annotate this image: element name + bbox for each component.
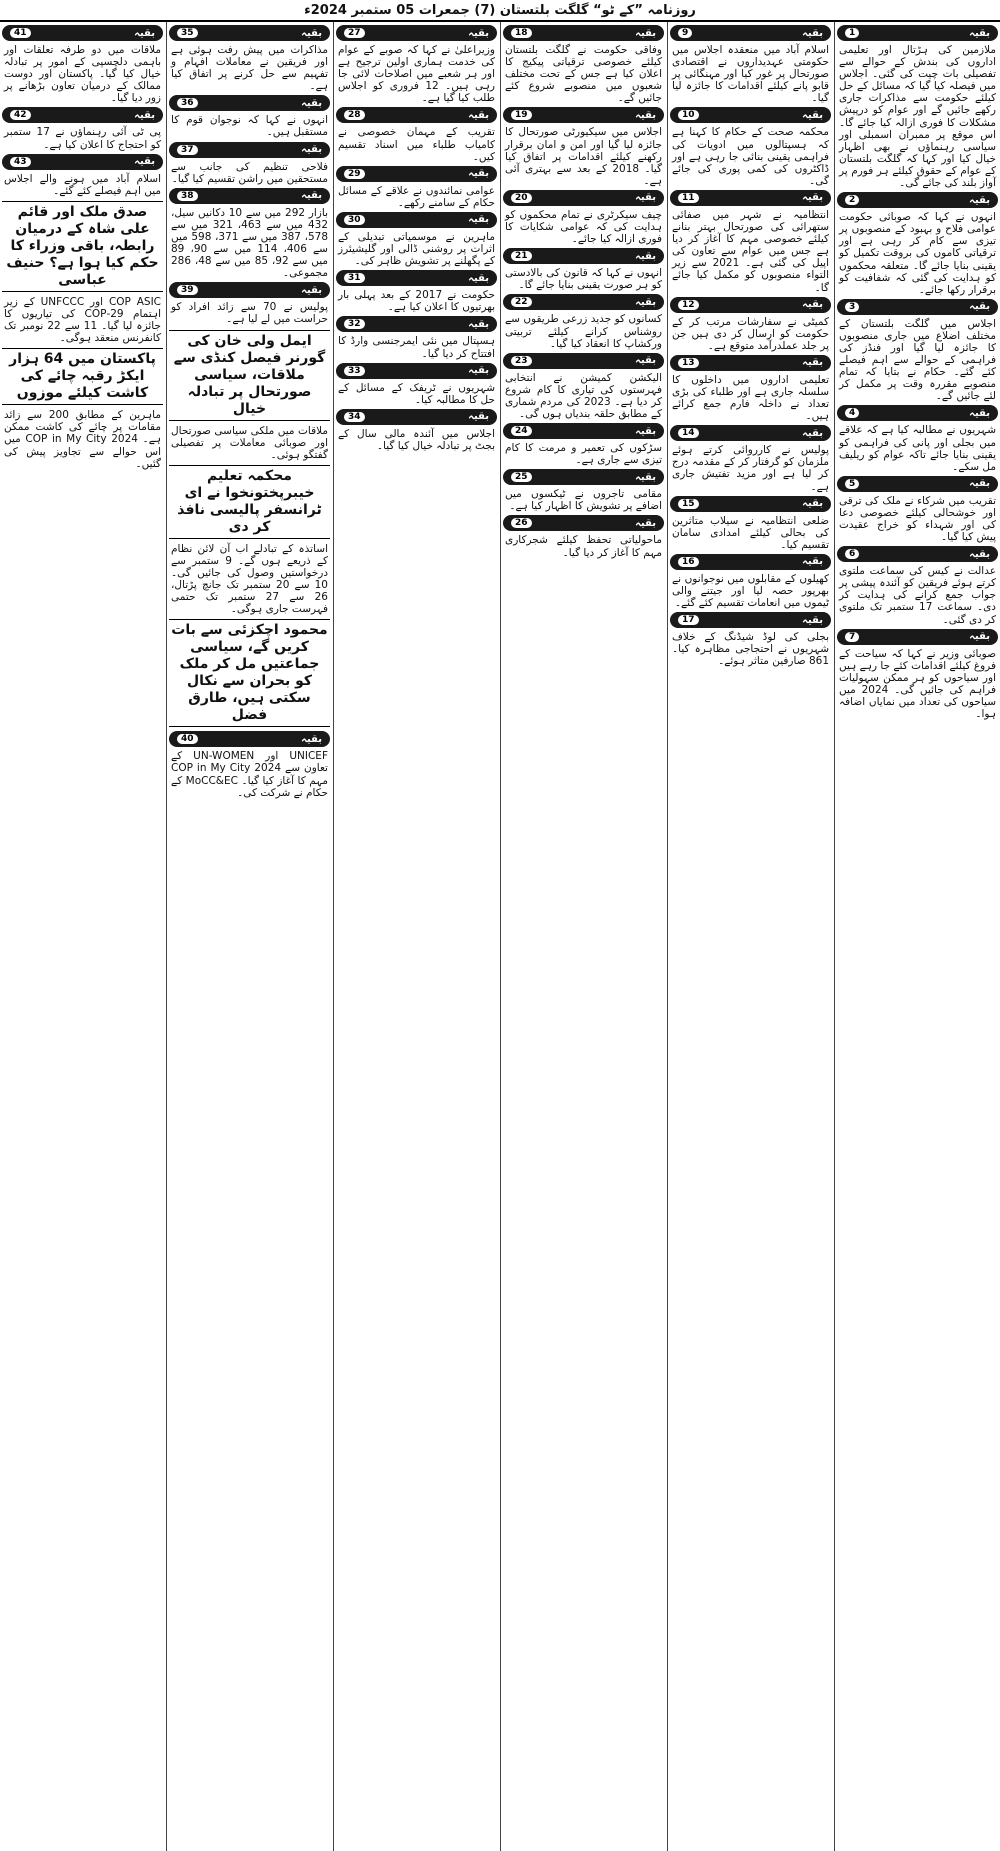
badge-label: بقیہ	[802, 109, 823, 121]
continuation-badge	[503, 248, 664, 264]
news-headline: پاکستان میں 64 ہزار ایکڑ رقبہ چائے کی کاشت کیلئے موزوں	[2, 348, 163, 405]
article-text: شہریوں نے مطالبہ کیا ہے کہ علاقے میں بجلی اور پانی کی فراہمی کو یقینی بنایا جائے تاکہ عوام کو ریلیف مل سکے۔	[839, 424, 996, 473]
badge-number: 39	[177, 285, 198, 295]
column-4	[333, 22, 499, 1851]
article-text: اساتذہ کے تبادلے اب آن لائن نظام کے ذریعے ہوں گے۔ 9 ستمبر سے درخواستیں وصول کی جائیں گی۔ 10 سے 20 ستمبر تک جانچ پڑتال، 26 سے 27 ستمبر تک حتمی فہرست جاری ہوگی۔	[171, 542, 329, 616]
continuation-badge	[336, 166, 497, 182]
continuation-badge	[670, 496, 831, 512]
column-3	[500, 22, 666, 1851]
article-text: بازار 292 میں سے 10 دکانیں سیل، 432 میں سے 463، 321 میں سے 578، 387 میں سے 371، 598 میں سے 406، 114 میں سے 90، 89 میں سے 92، 85 میں سے 48، 286 مجموعی۔	[171, 206, 329, 280]
article-text: الیکشن کمیشن نے انتخابی فہرستوں کی تیاری کا کام شروع کر دیا ہے۔ 2023 کی مردم شماری کے مطابق حلقہ بندیاں ہوں گی۔	[505, 371, 663, 420]
article-text: ماحولیاتی تحفظ کیلئے شجرکاری مہم کا آغاز کر دیا گیا۔	[505, 534, 662, 559]
badge-number: 18	[511, 28, 532, 38]
continuation-badge	[503, 515, 664, 531]
article-text: عوامی نمائندوں نے علاقے کے مسائل حکام کے سامنے رکھے۔	[338, 184, 495, 209]
continuation-badge	[2, 107, 163, 123]
article-text: ہسپتال میں نئی ایمرجنسی وارڈ کا افتتاح کر دیا گیا۔	[338, 335, 495, 360]
badge-label: بقیہ	[635, 517, 656, 529]
continuation-badge	[503, 294, 664, 310]
article-text: UNICEF اور UN-WOMEN کے تعاون سے COP in My City 2024 مہم کا آغاز کیا گیا۔ MoCC&EC کے حکام نے شرکت کی۔	[171, 750, 328, 799]
badge-label: بقیہ	[468, 318, 489, 330]
badge-number: 26	[511, 518, 532, 528]
badge-number: 3	[845, 302, 859, 312]
badge-number: 35	[177, 28, 198, 38]
badge-number: 42	[10, 110, 31, 120]
continuation-badge	[336, 316, 497, 332]
badge-number: 15	[678, 499, 699, 509]
article-text: انہوں نے کہا کہ نوجوان قوم کا مستقبل ہیں۔	[171, 114, 328, 139]
continuation-badge	[503, 353, 664, 369]
continuation-badge	[670, 612, 831, 628]
continuation-badge	[169, 731, 330, 747]
badge-number: 16	[678, 557, 699, 567]
badge-number: 32	[344, 319, 365, 329]
continuation-badge	[503, 423, 664, 439]
badge-label: بقیہ	[635, 296, 656, 308]
continuation-badge	[503, 190, 664, 206]
article-text: بجلی کی لوڈ شیڈنگ کے خلاف شہریوں نے احتجاجی مظاہرہ کیا۔ 861 صارفین متاثر ہوئے۔	[672, 631, 829, 668]
badge-label: بقیہ	[468, 272, 489, 284]
masthead-dateline: روزنامہ ”کے ٹو“ گلگت بلتستان (7) جمعرات 05 ستمبر 2024ء	[0, 0, 1000, 22]
badge-number: 34	[344, 412, 365, 422]
badge-number: 28	[344, 110, 365, 120]
badge-number: 14	[678, 428, 699, 438]
badge-label: بقیہ	[468, 109, 489, 121]
continuation-badge	[2, 25, 163, 41]
article-text: تعلیمی اداروں میں داخلوں کا سلسلہ جاری ہے اور طلباء کی بڑی تعداد نے داخلہ فارم جمع کرائے ہیں۔	[672, 373, 829, 423]
continuation-badge	[670, 297, 831, 313]
article-text: کھیلوں کے مقابلوں میں نوجوانوں نے بھرپور حصہ لیا اور جیتنے والی ٹیموں میں انعامات تقسیم کئے گئے۔	[672, 572, 829, 610]
article-text: انہوں نے کہا کہ صوبائی حکومت عوامی فلاح و بہبود کے منصوبوں پر تیزی سے کام کر رہی ہے اور ترقیاتی کاموں کی بروقت تکمیل کو یقینی بنایا جائے گا۔ متعلقہ محکموں کو ہدایت کی گئی کہ شفافیت کو برقرار رکھا جائے۔	[839, 211, 996, 296]
article-text: انہوں نے کہا کہ قانون کی بالادستی کو ہر صورت یقینی بنایا جائے گا۔	[505, 267, 662, 292]
article-text: پولیس نے 70 سے زائد افراد کو حراست میں لے لیا ہے۔	[171, 301, 328, 326]
article-text: مقامی تاجروں نے ٹیکسوں میں اضافے پر تشویش کا اظہار کیا ہے۔	[505, 488, 662, 513]
badge-number: 41	[10, 28, 31, 38]
continuation-badge	[837, 192, 998, 208]
badge-number: 11	[678, 193, 699, 203]
article-text: ماہرین نے موسمیاتی تبدیلی کے اثرات پر روشنی ڈالی اور گلیشیئرز کے پگھلنے پر تشویش ظاہر کی۔	[338, 230, 495, 268]
continuation-badge	[837, 25, 998, 41]
continuation-badge	[670, 355, 831, 371]
badge-label: بقیہ	[134, 27, 155, 39]
badge-label: بقیہ	[635, 27, 656, 39]
badge-number: 38	[177, 191, 198, 201]
article-text: ضلعی انتظامیہ نے سیلاب متاثرین کی بحالی کیلئے امدادی سامان تقسیم کیا۔	[672, 514, 829, 551]
continuation-badge	[169, 25, 330, 41]
column-6	[0, 22, 165, 1851]
article-text: اسلام آباد میں ہونے والے اجلاس میں اہم فیصلے کئے گئے۔	[4, 172, 161, 197]
article-text: COP ASIC اور UNFCCC کے زیر اہتمام 29-COP کی تیاریوں کا جائزہ لیا گیا۔ 11 سے 22 نومبر تک کانفرنس منعقد ہوگی۔	[4, 295, 161, 345]
badge-number: 4	[845, 408, 859, 418]
news-headline: صدق ملک اور قائم علی شاہ کے درمیان رابطہ، باقی وزراء کا حکم کیا ہوا ہے؟ حنیف عباسی	[2, 201, 163, 292]
badge-number: 27	[344, 28, 365, 38]
continuation-badge	[503, 469, 664, 485]
badge-number: 9	[678, 28, 692, 38]
continuation-badge	[837, 629, 998, 645]
continuation-badge	[837, 546, 998, 562]
continuation-badge	[169, 95, 330, 111]
badge-label: بقیہ	[802, 299, 823, 311]
article-text: حکومت نے 2017 کے بعد پہلی بار بھرتیوں کا اعلان کیا ہے۔	[338, 289, 495, 314]
badge-label: بقیہ	[802, 614, 823, 626]
article-text: مذاکرات میں پیش رفت ہوئی ہے اور فریقین نے معاملات افہام و تفہیم سے حل کرنے پر اتفاق کیا ہے۔	[171, 44, 328, 93]
badge-number: 36	[177, 98, 198, 108]
article-text: شہریوں نے ٹریفک کے مسائل کے حل کا مطالبہ کیا۔	[338, 381, 495, 406]
badge-label: بقیہ	[635, 425, 656, 437]
badge-number: 5	[845, 479, 859, 489]
badge-number: 37	[177, 145, 198, 155]
badge-label: بقیہ	[635, 471, 656, 483]
continuation-badge	[336, 363, 497, 379]
continuation-badge	[837, 476, 998, 492]
badge-number: 19	[511, 110, 532, 120]
news-headline: ایمل ولی خان کی گورنر فیصل کنڈی سے ملاقات، سیاسی صورتحال پر تبادلہ خیال	[169, 330, 330, 421]
article-text: ملاقات میں ملکی سیاسی صورتحال اور صوبائی معاملات پر تفصیلی گفتگو ہوئی۔	[171, 424, 328, 461]
badge-number: 24	[511, 426, 532, 436]
badge-label: بقیہ	[969, 631, 990, 643]
badge-number: 6	[845, 549, 859, 559]
article-text: پی ٹی آئی رہنماؤں نے 17 ستمبر کو احتجاج کا اعلان کیا ہے۔	[4, 126, 161, 151]
badge-number: 20	[511, 193, 532, 203]
badge-number: 43	[10, 157, 31, 167]
badge-label: بقیہ	[301, 144, 322, 156]
badge-label: بقیہ	[468, 27, 489, 39]
badge-label: بقیہ	[468, 168, 489, 180]
badge-label: بقیہ	[802, 192, 823, 204]
article-text: اجلاس میں سیکیورٹی صورتحال کا جائزہ لیا گیا اور امن و امان برقرار رکھنے کیلئے اقدامات پر اتفاق کیا گیا۔ 2018 کے بعد سے بہتری آئی ہے۔	[505, 126, 662, 187]
badge-number: 10	[678, 110, 699, 120]
continuation-badge	[670, 425, 831, 441]
badge-number: 31	[344, 273, 365, 283]
badge-number: 2	[845, 195, 859, 205]
badge-number: 7	[845, 632, 859, 642]
badge-number: 1	[845, 28, 859, 38]
article-text: ملازمین کی ہڑتال اور تعلیمی اداروں کی بندش کے حوالے سے تفصیلی بات چیت کی گئی۔ اجلاس میں فیصلہ کیا گیا کہ مسائل کے حل کیلئے حکومت سے مذاکرات جاری رکھے جائیں گے اور عوام کو درپیش مشکلات کا فوری ازالہ کیا جائے گا۔ اس موقع پر ممبران اسمبلی اور سیاسی رہنماؤں نے بھی اظہار خیال کیا اور کہا کہ گلگت بلتستان کے عوام کے حقوق کیلئے ہر فورم پر آواز بلند کی جائے گی۔	[839, 44, 996, 190]
article-text: وفاقی حکومت نے گلگت بلتستان کیلئے خصوصی ترقیاتی پیکیج کا اعلان کیا ہے جس کے تحت مختلف شعبوں میں منصوبے شروع کئے جائیں گے۔	[505, 44, 662, 105]
badge-number: 29	[344, 169, 365, 179]
badge-number: 33	[344, 366, 365, 376]
article-text: ملاقات میں دو طرفہ تعلقات اور باہمی دلچسپی کے امور پر تبادلہ خیال کیا گیا۔ پاکستان اور دوست ممالک کے درمیان تعاون بڑھانے پر زور دیا گیا۔	[4, 44, 161, 105]
column-2	[667, 22, 833, 1851]
badge-label: بقیہ	[301, 97, 322, 109]
continuation-badge	[670, 25, 831, 41]
badge-number: 21	[511, 251, 532, 261]
column-1	[834, 22, 1000, 1851]
badge-label: بقیہ	[635, 250, 656, 262]
continuation-badge	[169, 282, 330, 298]
badge-label: بقیہ	[301, 733, 322, 745]
article-text: محکمہ صحت کے حکام کا کہنا ہے کہ ہسپتالوں میں ادویات کی فراہمی یقینی بنائی جا رہی ہے اور ڈاکٹروں کی کمی پوری کی جائے گی۔	[672, 126, 829, 187]
badge-label: بقیہ	[969, 478, 990, 490]
continuation-badge	[336, 270, 497, 286]
badge-label: بقیہ	[802, 357, 823, 369]
badge-label: بقیہ	[134, 156, 155, 168]
article-text: صوبائی وزیر نے کہا کہ سیاحت کے فروغ کیلئے اقدامات کئے جا رہے ہیں اور سیاحوں کو ہر ممکن سہولیات فراہم کی جائیں گی۔ 2024 میں سیاحوں کی تعداد میں نمایاں اضافہ ہوا۔	[839, 647, 996, 721]
badge-number: 40	[177, 734, 198, 744]
badge-label: بقیہ	[468, 214, 489, 226]
badge-label: بقیہ	[301, 27, 322, 39]
continuation-badge	[169, 142, 330, 158]
article-text: ماہرین کے مطابق 200 سے زائد مقامات پر چائے کی کاشت ممکن ہے۔ COP in My City 2024 میں اس حوالے سے تجاویز پیش کی گئیں۔	[4, 409, 162, 470]
badge-label: بقیہ	[969, 548, 990, 560]
article-text: کسانوں کو جدید زرعی طریقوں سے روشناس کرانے کیلئے تربیتی ورکشاپ کا انعقاد کیا گیا۔	[505, 313, 662, 350]
continuation-badge	[503, 107, 664, 123]
continuation-badge	[336, 409, 497, 425]
news-headline: محمود اچکزئی سے بات کریں گے، سیاسی جماعتیں مل کر ملک کو بحران سے نکال سکتی ہیں، طارق فضل	[169, 619, 330, 727]
badge-label: بقیہ	[301, 284, 322, 296]
article-text: اسلام آباد میں منعقدہ اجلاس میں حکومتی عہدیداروں نے اقتصادی صورتحال پر غور کیا اور مہنگائی پر قابو پانے کیلئے اقدامات کا جائزہ لیا گیا۔	[672, 44, 829, 105]
badge-label: بقیہ	[969, 27, 990, 39]
continuation-badge	[837, 405, 998, 421]
article-text: کمیٹی نے سفارشات مرتب کر کے حکومت کو ارسال کر دی ہیں جن پر جلد عملدرآمد متوقع ہے۔	[672, 315, 829, 352]
article-text: اجلاس میں گلگت بلتستان کے مختلف اضلاع میں جاری منصوبوں کا جائزہ لیا گیا اور فنڈز کی فراہمی کے حوالے سے اہم فیصلے کئے گئے۔ حکام نے بتایا کہ تمام منصوبے مقررہ وقت پر مکمل کر لئے جائیں گے۔	[839, 317, 996, 403]
article-text: اجلاس میں آئندہ مالی سال کے بجٹ پر تبادلہ خیال کیا گیا۔	[338, 427, 495, 452]
badge-label: بقیہ	[802, 556, 823, 568]
article-text: چیف سیکرٹری نے تمام محکموں کو ہدایت کی کہ عوامی شکایات کا فوری ازالہ کیا جائے۔	[505, 208, 662, 246]
badge-number: 17	[678, 615, 699, 625]
continuation-badge	[670, 107, 831, 123]
article-text: وزیراعلیٰ نے کہا کہ صوبے کے عوام کی خدمت ہماری اولین ترجیح ہے اور ہر شعبے میں اصلاحات لائی جا رہی ہیں۔ 12 فروری کو اجلاس طلب کیا گیا ہے۔	[338, 44, 495, 105]
badge-label: بقیہ	[134, 109, 155, 121]
continuation-badge	[503, 25, 664, 41]
badge-label: بقیہ	[635, 355, 656, 367]
badge-label: بقیہ	[802, 427, 823, 439]
continuation-badge	[336, 25, 497, 41]
continuation-badge	[2, 154, 163, 170]
badge-number: 30	[344, 215, 365, 225]
article-text: سڑکوں کی تعمیر و مرمت کا کام تیزی سے جاری ہے۔	[505, 442, 662, 467]
continuation-badge	[336, 107, 497, 123]
article-text: پولیس نے کارروائی کرتے ہوئے ملزمان کو گرفتار کر کے مقدمہ درج کر لیا ہے اور مزید تفتیش جاری ہے۔	[672, 444, 829, 493]
badge-number: 25	[511, 472, 532, 482]
badge-number: 23	[511, 356, 532, 366]
badge-label: بقیہ	[468, 365, 489, 377]
badge-label: بقیہ	[969, 194, 990, 206]
badge-label: بقیہ	[635, 192, 656, 204]
badge-label: بقیہ	[969, 301, 990, 313]
badge-label: بقیہ	[635, 109, 656, 121]
article-text: عدالت نے کیس کی سماعت ملتوی کرتے ہوئے فریقین کو آئندہ پیشی پر جواب جمع کرانے کی ہدایت کر دی۔ سماعت 17 ستمبر تک ملتوی کر دی گئی۔	[839, 565, 996, 626]
article-text: تقریب کے مہمان خصوصی نے کامیاب طلباء میں اسناد تقسیم کیں۔	[338, 126, 495, 163]
badge-label: بقیہ	[802, 498, 823, 510]
continuation-badge	[169, 188, 330, 204]
badge-label: بقیہ	[301, 190, 322, 202]
continuation-badge	[837, 299, 998, 315]
badge-label: بقیہ	[468, 411, 489, 423]
badge-number: 12	[678, 300, 699, 310]
badge-label: بقیہ	[969, 407, 990, 419]
continuation-badge	[670, 554, 831, 570]
article-text: تقریب میں شرکاء نے ملک کی ترقی اور خوشحالی کیلئے خصوصی دعا کی اور شہداء کو خراج عقیدت پیش کیا گیا۔	[839, 494, 996, 544]
column-5	[166, 22, 332, 1851]
badge-number: 22	[511, 297, 532, 307]
news-headline: محکمہ تعلیم خیبرپختونخوا نے ای ٹرانسفر پالیسی نافذ کر دی	[169, 465, 330, 539]
article-text: فلاحی تنظیم کی جانب سے مستحقین میں راشن تقسیم کیا گیا۔	[171, 160, 328, 185]
continuation-badge	[670, 190, 831, 206]
badge-number: 13	[678, 358, 699, 368]
badge-label: بقیہ	[802, 27, 823, 39]
continuation-badge	[336, 212, 497, 228]
article-text: انتظامیہ نے شہر میں صفائی ستھرائی کی صورتحال بہتر بنانے کیلئے خصوصی مہم کا آغاز کر دیا ہے جس میں عوام سے تعاون کی اپیل کی گئی ہے۔ 2021 سے زیر التواء منصوبوں کو مکمل کیا جائے گا۔	[672, 208, 830, 294]
